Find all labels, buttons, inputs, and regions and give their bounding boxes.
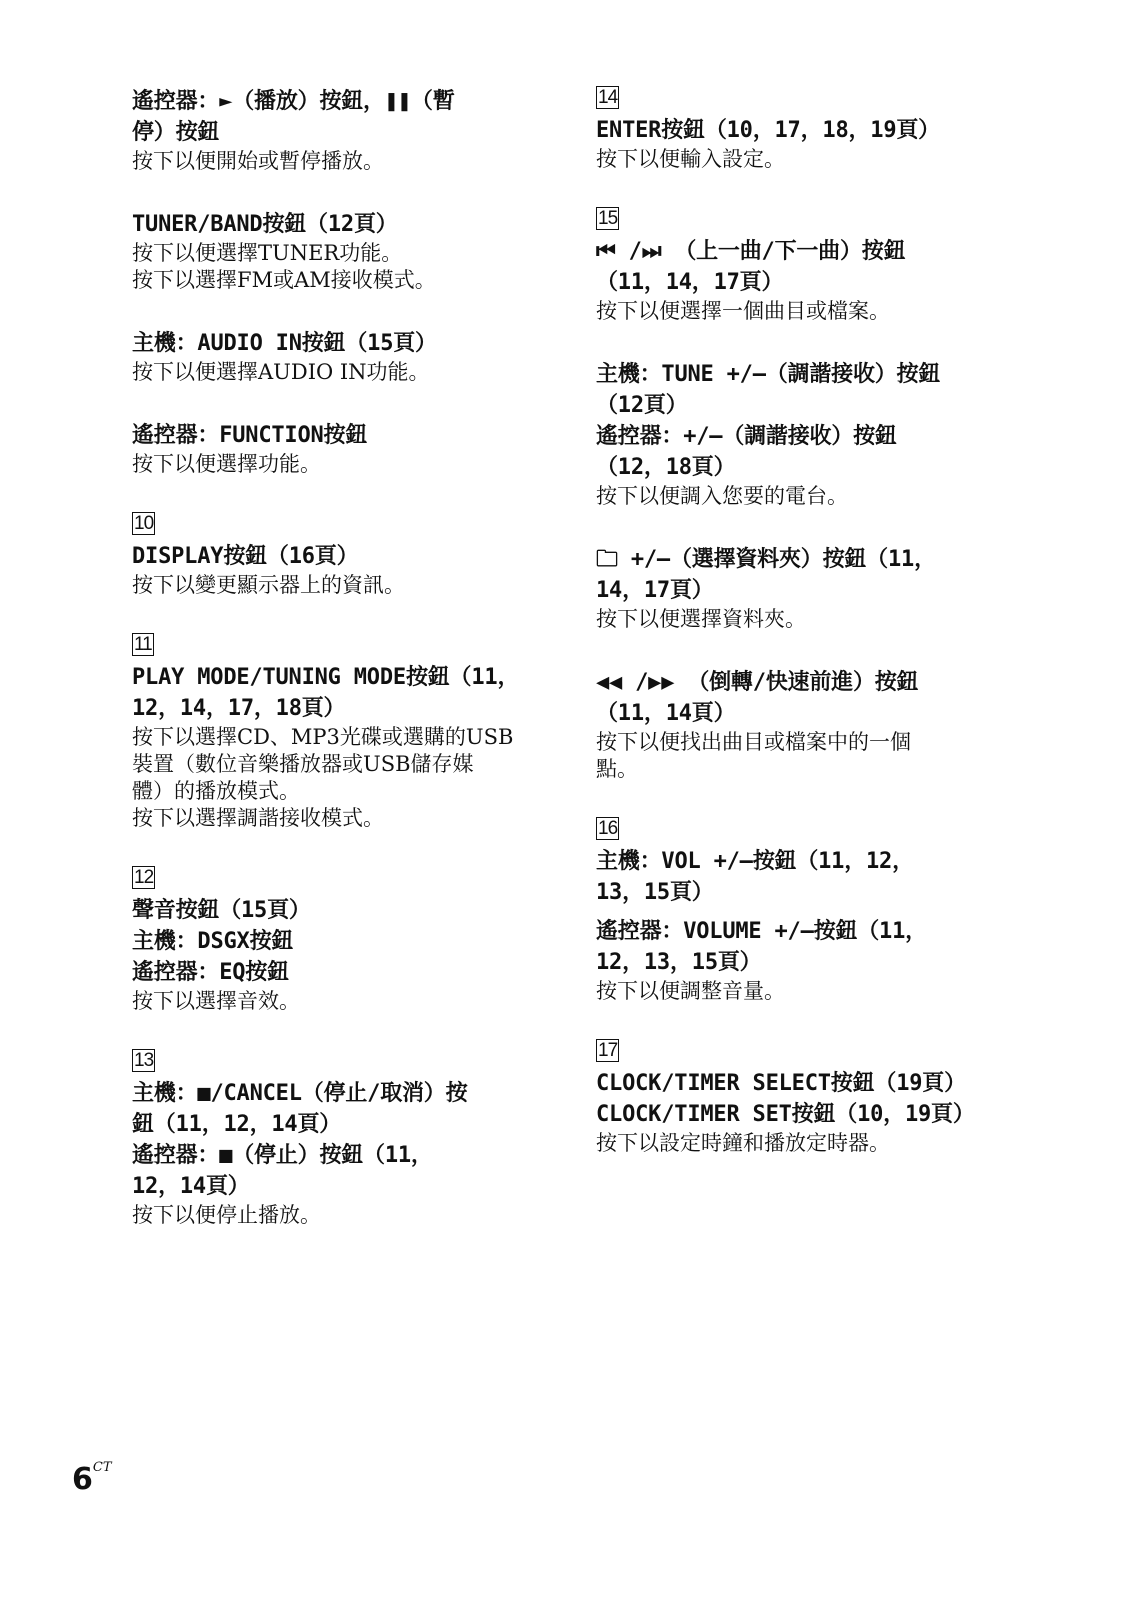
entry-heading: CLOCK/TIMER SET按鈕（10，19頁） <box>596 1102 975 1127</box>
entry-heading: 14，17頁） <box>596 578 714 603</box>
entry-heading: TUNER/BAND按鈕（12頁） <box>132 212 398 237</box>
entry-heading: 聲音按鈕（15頁） <box>132 898 311 923</box>
entry-heading: 停）按鈕 <box>132 120 220 145</box>
entry-stop-cancel <box>132 1049 552 1229</box>
entry-description: 按下以便選擇一個曲目或檔案。 <box>596 299 890 323</box>
entry-description: 按下以便選擇功能。 <box>132 452 321 476</box>
entry-sound <box>132 866 552 1015</box>
entry-description: 按下以便選擇資料夾。 <box>596 607 806 631</box>
item-number-badge: 13 <box>134 1050 154 1071</box>
entry-heading: 主機：AUDIO IN按鈕（15頁） <box>132 331 437 356</box>
page-number-suffix: CT <box>92 1460 112 1475</box>
entry-heading: CLOCK/TIMER SELECT按鈕（19頁） <box>596 1071 966 1096</box>
item-number-badge: 11 <box>134 634 152 655</box>
item-number-badge: 12 <box>134 867 154 888</box>
entry-heading: 13，15頁） <box>596 880 714 905</box>
entry-heading: 12，14，17，18頁） <box>132 696 346 721</box>
item-number-badge: 17 <box>598 1040 618 1061</box>
item-number-badge: 14 <box>598 87 618 108</box>
entry-heading: 鈕（11，12，14頁） <box>132 1112 342 1137</box>
page-number <box>72 1462 112 1497</box>
entry-play-pause <box>132 86 552 175</box>
entry-heading: 12，13，15頁） <box>596 950 762 975</box>
entry-heading: 遙控器：■（停止）按鈕（11， <box>132 1143 433 1168</box>
entry-description: 體）的播放模式。 <box>132 779 300 803</box>
entry-volume <box>596 817 1016 1005</box>
entry-heading: （11，14，17頁） <box>596 270 784 295</box>
entry-heading: （12，18頁） <box>596 455 736 480</box>
entry-description: 按下以便輸入設定。 <box>596 147 785 171</box>
entry-description: 按下以便選擇AUDIO IN功能。 <box>132 360 430 384</box>
entry-heading: 遙控器：EQ按鈕 <box>132 960 289 985</box>
item-number-badge: 15 <box>598 208 618 229</box>
entry-heading: 主機：■/CANCEL（停止/取消）按 <box>132 1081 468 1106</box>
entry-heading: （11，14頁） <box>596 701 736 726</box>
entry-heading: 遙控器：VOLUME +/–按鈕（11， <box>596 919 927 944</box>
entry-description: 點。 <box>596 757 638 781</box>
entry-description: 按下以選擇CD、MP3光碟或選購的USB <box>132 725 514 749</box>
entry-display <box>132 512 552 599</box>
entry-rewind-forward <box>596 667 1016 783</box>
entry-heading: 12，14頁） <box>132 1174 250 1199</box>
entry-heading: 主機：DSGX按鈕 <box>132 929 294 954</box>
entry-description: 按下以選擇FM或AM接收模式。 <box>132 268 436 292</box>
entry-description: 按下以便調整音量。 <box>596 979 785 1003</box>
entry-heading: PLAY MODE/TUNING MODE按鈕（11， <box>132 665 520 690</box>
entry-heading: （12頁） <box>596 393 688 418</box>
entry-heading: ⏮ /⏭ （上一曲/下一曲）按鈕 <box>596 239 906 264</box>
entry-clock-timer <box>596 1039 1016 1157</box>
left-column <box>132 86 552 1263</box>
entry-description: 按下以選擇調諧接收模式。 <box>132 806 384 830</box>
entry-description: 按下以便停止播放。 <box>132 1203 321 1227</box>
entry-tune <box>596 359 1016 510</box>
entry-description: 按下以變更顯示器上的資訊。 <box>132 573 405 597</box>
entry-description: 按下以便開始或暫停播放。 <box>132 149 384 173</box>
entry-heading: ENTER按鈕（10，17，18，19頁） <box>596 118 940 143</box>
entry-heading: 主機：TUNE +/–（調諧接收）按鈕 <box>596 362 941 387</box>
entry-enter <box>596 86 1016 173</box>
page-number-value: 6 <box>72 1462 93 1497</box>
entry-description: 按下以便調入您要的電台。 <box>596 484 848 508</box>
entry-play-mode <box>132 633 552 832</box>
entry-description: 按下以便選擇TUNER功能。 <box>132 241 403 265</box>
item-number-badge: 10 <box>134 513 154 534</box>
entry-audio-in <box>132 328 552 386</box>
entry-description: 按下以設定時鐘和播放定時器。 <box>596 1131 890 1155</box>
entry-heading: 遙控器：FUNCTION按鈕 <box>132 423 368 448</box>
entry-prev-next <box>596 207 1016 325</box>
entry-tuner-band <box>132 209 552 294</box>
entry-description: 按下以便找出曲目或檔案中的一個 <box>596 730 911 754</box>
entry-heading: DISPLAY按鈕（16頁） <box>132 544 359 569</box>
entry-heading: 遙控器：+/–（調諧接收）按鈕 <box>596 424 897 449</box>
item-number-badge: 16 <box>598 818 618 839</box>
entry-function <box>132 420 552 478</box>
entry-folder <box>596 544 1016 633</box>
right-column <box>596 86 1016 1191</box>
entry-description: 裝置（數位音樂播放器或USB儲存媒 <box>132 752 474 776</box>
entry-heading: 🗀 +/–（選擇資料夾）按鈕（11， <box>596 547 936 572</box>
entry-heading: 主機：VOL +/–按鈕（11，12， <box>596 849 914 874</box>
entry-description: 按下以選擇音效。 <box>132 989 300 1013</box>
entry-heading: ◀◀ /▶▶ （倒轉/快速前進）按鈕 <box>596 670 919 695</box>
entry-heading: 遙控器：►（播放）按鈕，❚❚（暫 <box>132 89 455 114</box>
